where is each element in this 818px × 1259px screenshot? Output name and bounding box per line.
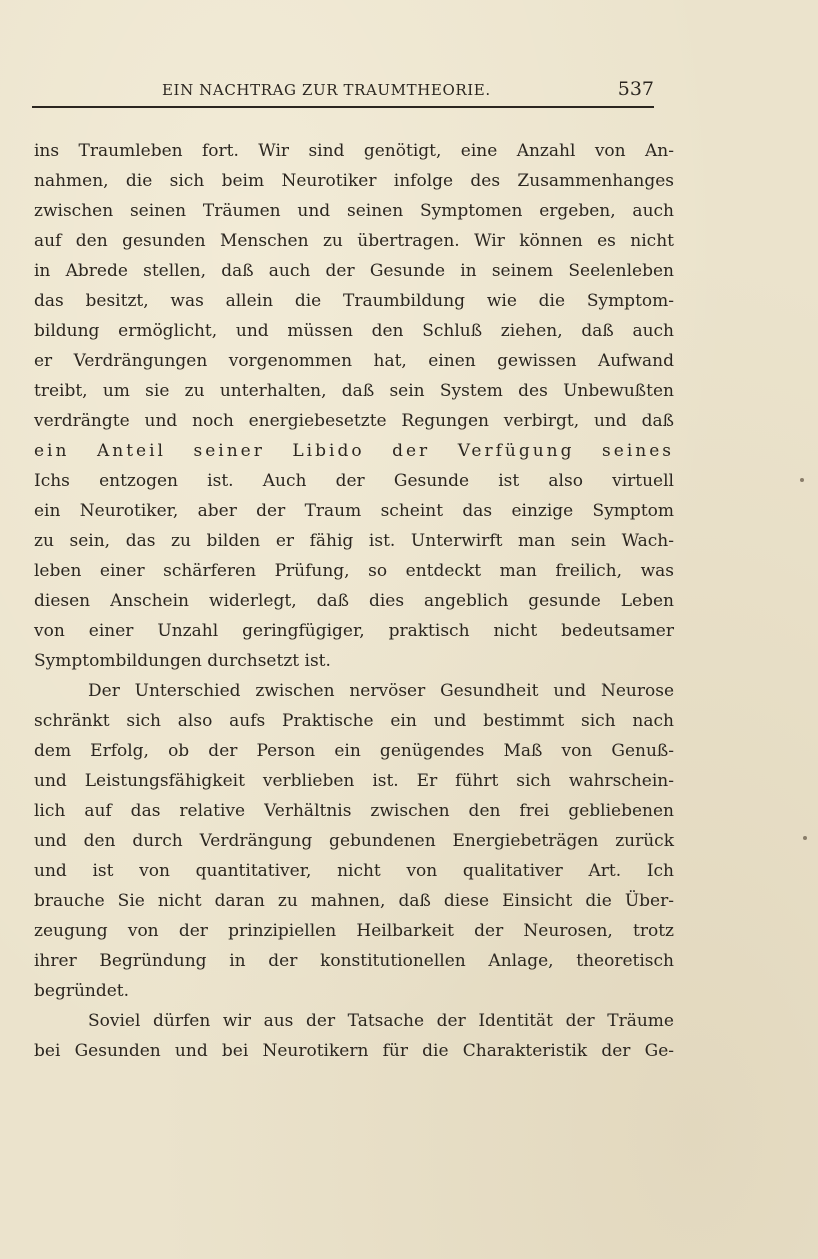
text-line: treibt, um sie zu unterhalten, daß sein System des Unbewußten [34, 381, 674, 401]
text-line: zeugung von der prinzipiellen Heilbarkeit der Neurosen, trotz [34, 921, 674, 941]
page-header [32, 76, 654, 108]
text-line: zwischen seinen Träumen und seinen Symptomen ergeben, auch [34, 201, 674, 221]
text-line: nahmen, die sich beim Neurotiker infolge des Zusammenhanges [34, 171, 674, 191]
text-line: dem Erfolg, ob der Person ein genügendes Maß von Genuß- [34, 741, 674, 761]
text-line: bei Gesunden und bei Neurotikern für die Charakteristik der Ge- [34, 1041, 674, 1061]
text-line: ein Neurotiker, aber der Traum scheint das einzige Symptom [34, 501, 674, 521]
text-line: und ist von quantitativer, nicht von qualitativer Art. Ich [34, 861, 674, 881]
text-line: ins Traumleben fort. Wir sind genötigt, eine Anzahl von An- [34, 141, 674, 161]
text-line: auf den gesunden Menschen zu übertragen. Wir können es nicht [34, 231, 674, 251]
text-line: Ichs entzogen ist. Auch der Gesunde ist also virtuell [34, 471, 674, 491]
text-line: von einer Unzahl geringfügiger, praktisch nicht bedeutsamer [34, 621, 674, 641]
text-line: bildung ermöglicht, und müssen den Schluß ziehen, daß auch [34, 321, 674, 341]
text-line: ihrer Begründung in der konstitutionellen Anlage, theoretisch [34, 951, 674, 971]
text-line: und Leistungsfähigkeit verblieben ist. Er führt sich wahrschein- [34, 771, 674, 791]
paper-speck [803, 836, 807, 840]
text-line: das besitzt, was allein die Traumbildung wie die Symptom- [34, 291, 674, 311]
paragraph-first-line: Soviel dürfen wir aus der Tatsache der Identität der Träume [88, 1011, 674, 1031]
text-line: in Abrede stellen, daß auch der Gesunde in seinem Seelenleben [34, 261, 674, 281]
emphasized-text-line: ein Anteil seiner Libido der Verfügung seines [34, 441, 674, 461]
text-line: lich auf das relative Verhältnis zwischen den frei gebliebenen [34, 801, 674, 821]
paper-speck [800, 478, 804, 482]
page-number: 537 [617, 78, 654, 100]
text-line: diesen Anschein widerlegt, daß dies angeblich gesunde Leben [34, 591, 674, 611]
text-line: Symptombildungen durchsetzt ist. [34, 651, 331, 671]
body-text [34, 136, 674, 1066]
text-line: schränkt sich also aufs Praktische ein und bestimmt sich nach [34, 711, 674, 731]
text-line: zu sein, das zu bilden er fähig ist. Unterwirft man sein Wach- [34, 531, 674, 551]
text-line: und den durch Verdrängung gebundenen Energiebeträgen zurück [34, 831, 674, 851]
running-title: EIN NACHTRAG ZUR TRAUMTHEORIE. [162, 81, 491, 99]
text-line: leben einer schärferen Prüfung, so entdeckt man freilich, was [34, 561, 674, 581]
text-line: brauche Sie nicht daran zu mahnen, daß diese Einsicht die Über- [34, 891, 674, 911]
text-line: verdrängte und noch energiebesetzte Regungen verbirgt, und daß [34, 411, 674, 431]
text-line: er Verdrängungen vorgenommen hat, einen gewissen Aufwand [34, 351, 674, 371]
text-line: begründet. [34, 981, 130, 1001]
paragraph-first-line: Der Unterschied zwischen nervöser Gesundheit und Neurose [88, 681, 674, 701]
